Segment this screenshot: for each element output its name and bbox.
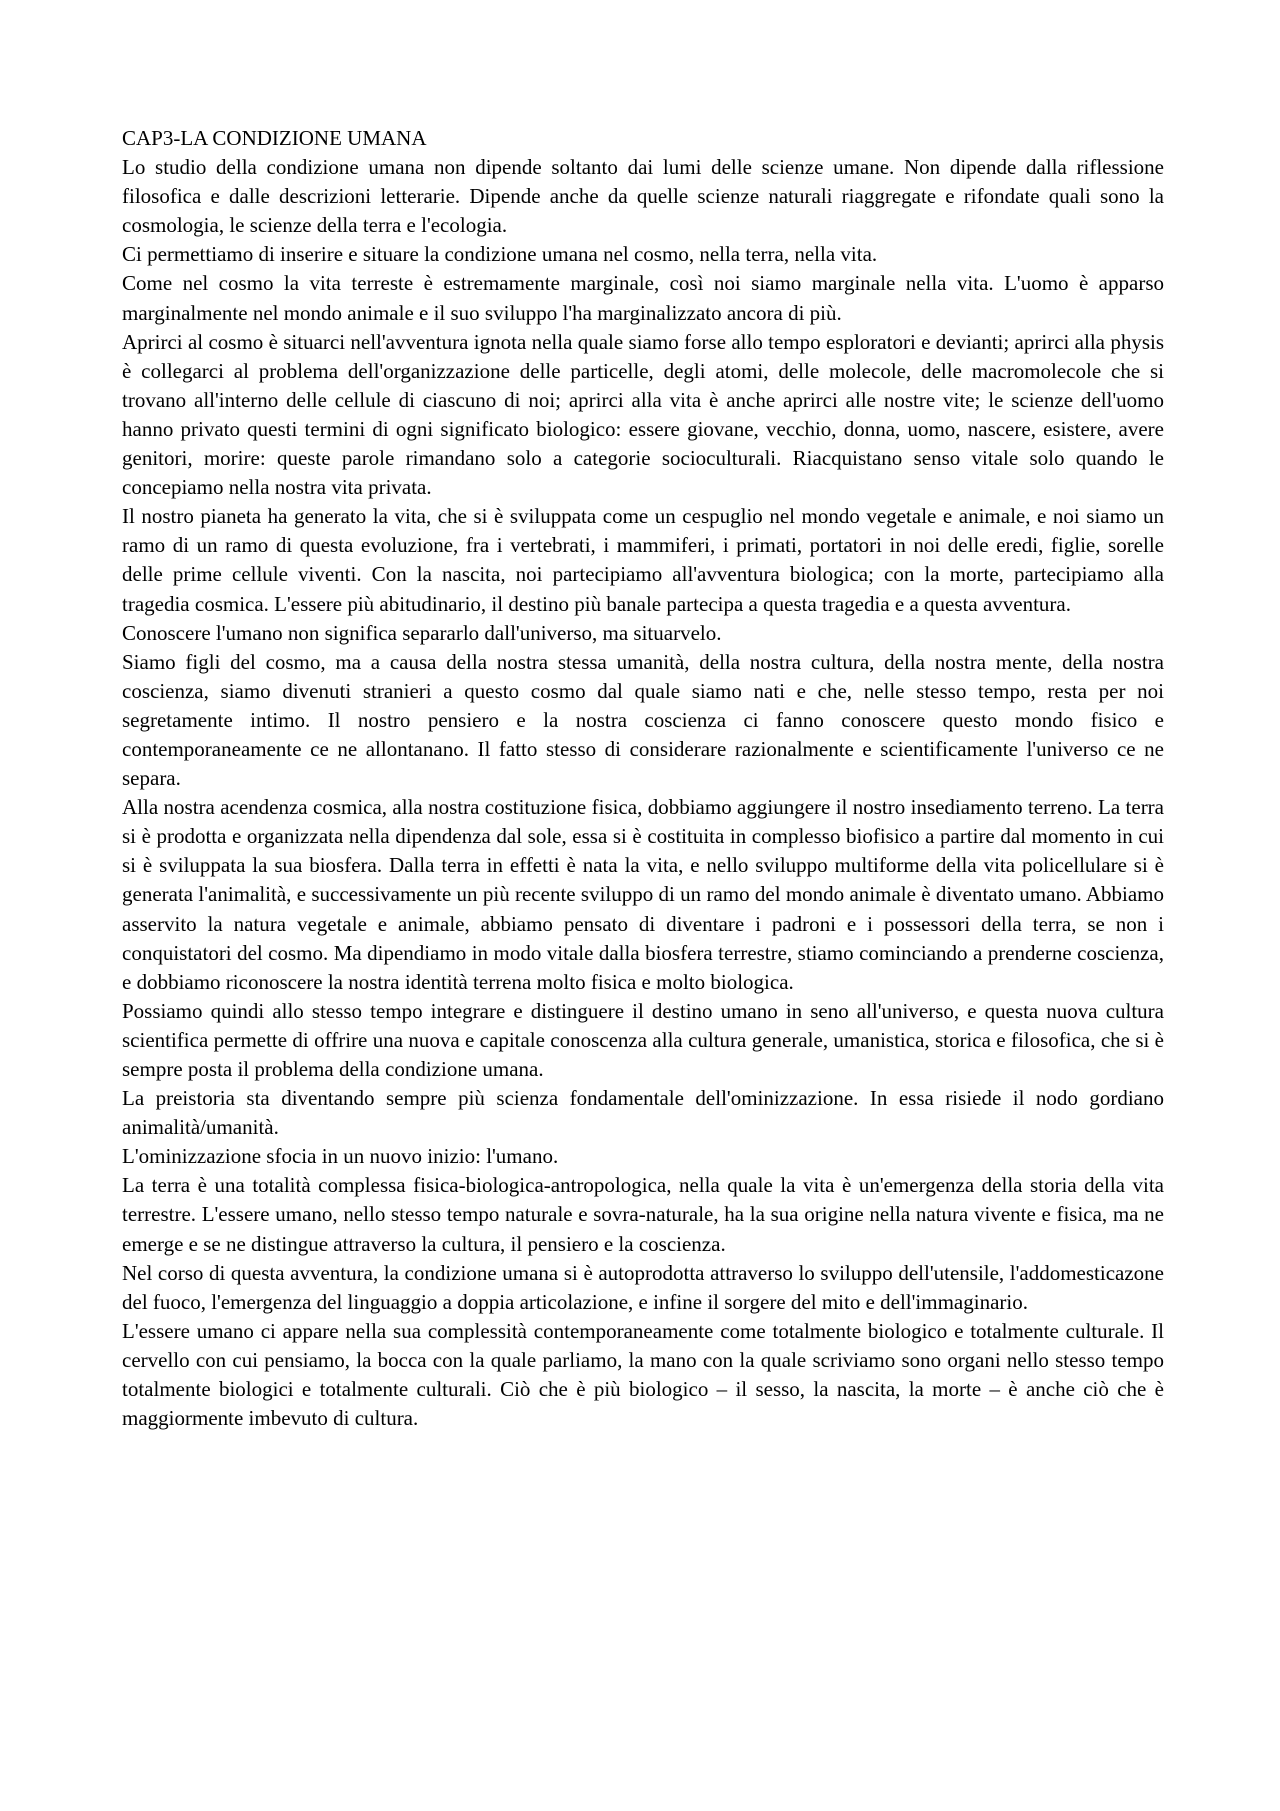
paragraph: Conoscere l'umano non significa separarlo dall'universo, ma situarvelo. [122, 620, 722, 645]
document-page [122, 124, 1164, 1433]
paragraph: Lo studio della condizione umana non dipende soltanto dai lumi delle scienze umane. Non dipende dalla riflessione filosofica e dalle descrizioni letterarie. Dipende anche da quelle scienze naturali riaggregate e rifondate quali sono la cosmologia, le scienze della terra e l'ecologia. [122, 155, 1164, 238]
paragraph: Siamo figli del cosmo, ma a causa della nostra stessa umanità, della nostra cultura, della nostra mente, della nostra coscienza, siamo divenuti stranieri a questo cosmo dal quale siamo nati e che, nelle stesso tempo, resta per noi segretamente intimo. Il nostro pensiero e la nostra coscienza ci fanno conoscere questo mondo fisico e contemporaneamente ce ne allontanano. Il fatto stesso di considerare razionalmente e scientificamente l'universo ce ne separa. [122, 649, 1164, 791]
paragraph: L'ominizzazione sfocia in un nuovo inizio: l'umano. [122, 1144, 559, 1169]
paragraph: Aprirci al cosmo è situarci nell'avventura ignota nella quale siamo forse allo tempo esploratori e devianti; aprirci alla physis è collegarci al problema dell'organizzazione delle particelle, degli atomi, delle molecole, delle macromolecole che si trovano all'interno delle cellule di ciascuno di noi; aprirci alla vita è anche aprirci alle nostre vite; le scienze dell'uomo hanno privato questi termini di ogni significato biologico: essere giovane, vecchio, donna, uomo, nascere, esistere, avere genitori, morire: queste parole rimandano solo a categorie socioculturali. Riacquistano senso vitale solo quando le concepiamo nella nostra vita privata. [122, 329, 1164, 500]
paragraph: Il nostro pianeta ha generato la vita, che si è sviluppata come un cespuglio nel mondo vegetale e animale, e noi siamo un ramo di un ramo di questa evoluzione, fra i vertebrati, i mammiferi, i primati, portatori in noi delle eredi, figlie, sorelle delle prime cellule viventi. Con la nascita, noi partecipiamo all'avventura biologica; con la morte, partecipiamo alla tragedia cosmica. L'essere più abitudinario, il destino più banale partecipa a questa tragedia e a questa avventura. [122, 504, 1164, 616]
paragraph: Possiamo quindi allo stesso tempo integrare e distinguere il destino umano in seno all'universo, e questa nuova cultura scientifica permette di offrire una nuova e capitale conoscenza alla cultura generale, umanistica, storica e filosofica, che si è sempre posta il problema della condizione umana. [122, 998, 1164, 1081]
paragraph: La preistoria sta diventando sempre più scienza fondamentale dell'ominizzazione. In essa risiede il nodo gordiano animalità/umanità. [122, 1086, 1164, 1140]
paragraph: L'essere umano ci appare nella sua complessità contemporaneamente come totalmente biologico e totalmente culturale. Il cervello con cui pensiamo, la bocca con la quale parliamo, la mano con la quale scriviamo sono organi nello stesso tempo totalmente biologici e totalmente culturali. Ciò che è più biologico – il sesso, la nascita, la morte – è anche ciò che è maggiormente imbevuto di cultura. [122, 1318, 1164, 1431]
document-title: CAP3-LA CONDIZIONE UMANA [122, 126, 427, 150]
paragraph: Ci permettiamo di inserire e situare la condizione umana nel cosmo, nella terra, nella vita. [122, 242, 878, 267]
paragraph: Come nel cosmo la vita terreste è estremamente marginale, così noi siamo marginale nella vita. L'uomo è apparso marginalmente nel mondo animale e il suo sviluppo l'ha marginalizzato ancora di più. [122, 271, 1164, 325]
paragraph: Alla nostra acendenza cosmica, alla nostra costituzione fisica, dobbiamo aggiungere il nostro insediamento terreno. La terra si è prodotta e organizzata nella dipendenza dal sole, essa si è costituita in complesso biofisico a partire dal momento in cui si è sviluppata la sua biosfera. Dalla terra in effetti è nata la vita, e nello sviluppo multiforme della vita policellulare si è generata l'animalità, e successivamente un più recente sviluppo di un ramo del mondo animale è diventato umano. Abbiamo asservito la natura vegetale e animale, abbiamo pensato di diventare i padroni e i possessori della terra, se non i conquistatori del cosmo. Ma dipendiamo in modo vitale dalla biosfera terrestre, stiamo cominciando a prenderne coscienza, e dobbiamo riconoscere la nostra identità terrena molto fisica e molto biologica. [122, 795, 1164, 994]
paragraph: La terra è una totalità complessa fisica-biologica-antropologica, nella quale la vita è un'emergenza della storia della vita terrestre. L'essere umano, nello stesso tempo naturale e sovra-naturale, ha la sua origine nella natura vivente e fisica, ma ne emerge e se ne distingue attraverso la cultura, il pensiero e la coscienza. [122, 1173, 1164, 1256]
paragraph: Nel corso di questa avventura, la condizione umana si è autoprodotta attraverso lo sviluppo dell'utensile, l'addomesticazone del fuoco, l'emergenza del linguaggio a doppia articolazione, e infine il sorgere del mito e dell'immaginario. [122, 1260, 1164, 1314]
